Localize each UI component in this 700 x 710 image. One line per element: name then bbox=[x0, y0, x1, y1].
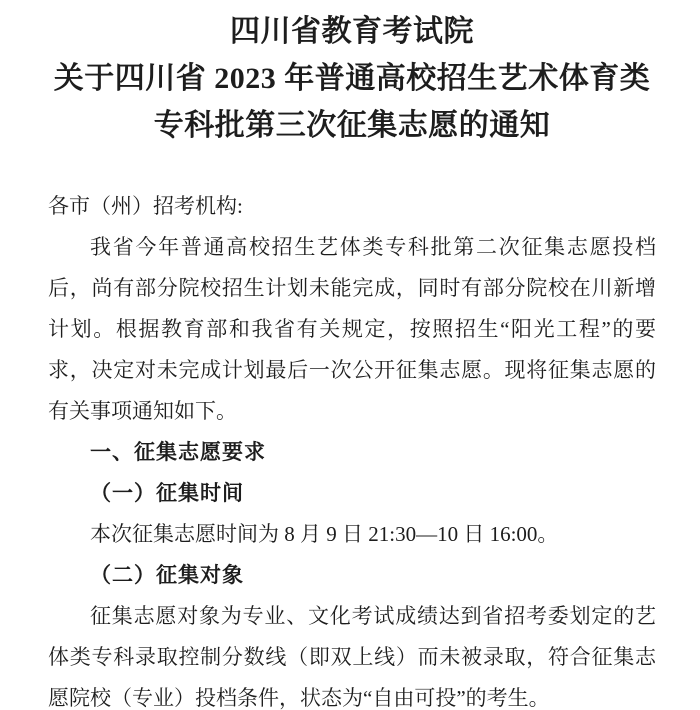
heading-collection-time: （一）征集时间 bbox=[90, 481, 244, 505]
salutation: 各市（州）招考机构: bbox=[48, 194, 243, 218]
intro-line-1: 我省今年普通高校招生艺体类专科批第二次征集志愿投档 bbox=[90, 235, 656, 259]
heading-requirements: 一、征集志愿要求 bbox=[90, 440, 266, 464]
intro-line-4: 求，决定对未完成计划最后一次公开征集志愿。现将征集志愿的 bbox=[48, 358, 656, 382]
collection-time-text: 本次征集志愿时间为 8 月 9 日 21:30—10 日 16:00。 bbox=[90, 522, 559, 546]
target-line-3: 愿院校（专业）投档条件，状态为“自由可投”的考生。 bbox=[48, 686, 550, 710]
title-line-1: 四川省教育考试院 bbox=[230, 15, 474, 48]
title-line-2: 关于四川省 2023 年普通高校招生艺术体育类 bbox=[53, 62, 651, 95]
document-title bbox=[48, 8, 656, 149]
heading-collection-target: （二）征集对象 bbox=[90, 563, 244, 587]
intro-line-2: 后，尚有部分院校招生计划未能完成，同时有部分院校在川新增 bbox=[48, 276, 656, 300]
intro-line-5: 有关事项通知如下。 bbox=[48, 399, 237, 423]
target-line-2: 体类专科录取控制分数线（即双上线）而未被录取，符合征集志 bbox=[48, 645, 656, 669]
document-body bbox=[48, 186, 656, 710]
target-line-1: 征集志愿对象为专业、文化考试成绩达到省招考委划定的艺 bbox=[90, 604, 656, 628]
intro-line-3: 计划。根据教育部和我省有关规定，按照招生“阳光工程”的要 bbox=[48, 317, 656, 341]
title-line-3: 专科批第三次征集志愿的通知 bbox=[153, 109, 551, 142]
